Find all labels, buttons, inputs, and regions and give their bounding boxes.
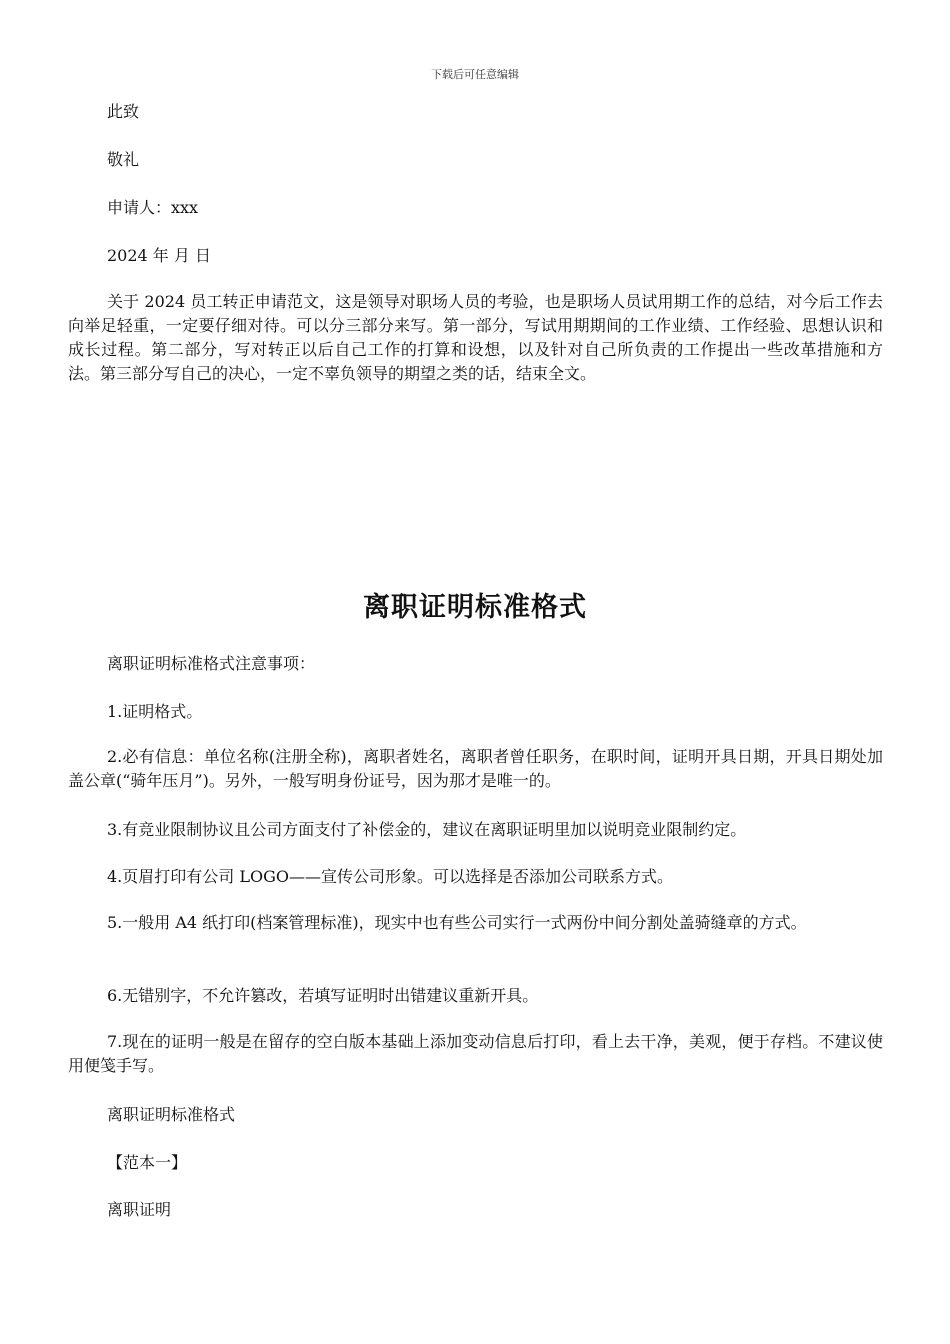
- sample-title: 离职证明: [107, 1200, 172, 1219]
- format-label: 离职证明标准格式: [107, 1105, 236, 1124]
- list-item-2: 2.必有信息：单位名称(注册全称)，离职者姓名，离职者曾任职务，在职时间，证明开具日期，开具日期处加盖公章(“骑年压月”)。另外，一般写明身份证号，因为那才是唯一的。: [68, 747, 883, 790]
- summary-paragraph: 关于 2024 员工转正申请范文，这是领导对职场人员的考验，也是职场人员试用期工作的总结，对今后工作去向举足轻重，一定要仔细对待。可以分三部分来写。第一部分，写试用期期间的工作业绩、工作经验、思想认识和成长过程。第二部分，写对转正以后自己工作的打算和设想，以及针对自己所负责的工作提出一些改革措施和方法。第三部分写自己的决心，一定不辜负领导的期望之类的话，结束全文。: [68, 292, 883, 383]
- list-item-7: 7.现在的证明一般是在留存的空白版本基础上添加变动信息后打印，看上去干净，美观，便于存档。不建议使用便笺手写。: [68, 1032, 883, 1075]
- list-item-6: 6.无错别字，不允许篡改，若填写证明时出错建议重新开具。: [107, 986, 539, 1005]
- list-item-5: 5.一般用 A4 纸打印(档案管理标准)，现实中也有些公司实行一式两份中间分割处盖骑缝章的方式。: [107, 913, 807, 932]
- list-item-3: 3.有竞业限制协议且公司方面支付了补偿金的，建议在离职证明里加以说明竞业限制约定。: [107, 820, 747, 839]
- closing-salute-2: 敬礼: [107, 150, 140, 169]
- page-header-note: 下载后可任意编辑: [431, 68, 519, 81]
- list-item-1: 1.证明格式。: [107, 702, 203, 721]
- applicant-line: 申请人：xxx: [107, 198, 199, 217]
- section-intro: 离职证明标准格式注意事项：: [107, 654, 316, 673]
- sample-label: 【范本一】: [107, 1153, 188, 1172]
- date-line: 2024 年 月 日: [107, 246, 211, 265]
- closing-salute-1: 此致: [107, 102, 140, 121]
- list-item-4: 4.页眉打印有公司 LOGO——宣传公司形象。可以选择是否添加公司联系方式。: [107, 867, 673, 886]
- section-title: 离职证明标准格式: [363, 592, 587, 623]
